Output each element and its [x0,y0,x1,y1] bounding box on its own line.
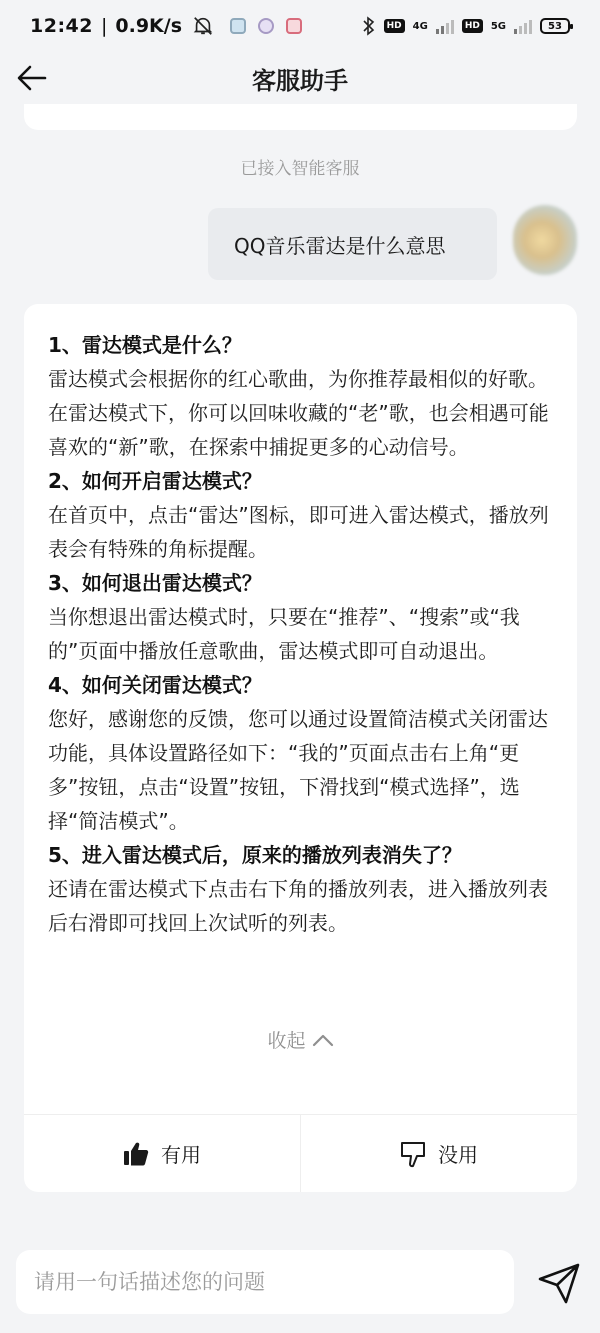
answer-body [48,328,553,940]
feedback-row [24,1114,577,1192]
answer-text: 还请在雷达模式下点击右下角的播放列表，进入播放列表后右滑即可找回上次试听的列表。 [48,877,548,935]
previous-message-card [24,104,577,130]
bluetooth-icon [362,16,376,36]
battery-icon [540,18,570,34]
sim2-signal-icon [514,18,532,34]
send-button[interactable] [536,1260,582,1306]
answer-text: 当你想退出雷达模式时，只要在“推荐”、“搜索”或“我的”页面中播放任意歌曲，雷达模式即可自动退出。 [48,605,520,663]
gallery-app-icon [230,18,246,34]
sim2-hd-badge: HD [462,19,483,33]
bot-answer-card [24,304,577,1192]
answer-question: 5、进入雷达模式后，原来的播放列表消失了？ [48,843,462,867]
user-message-bubble [208,208,497,280]
answer-question: 2、如何开启雷达模式？ [48,469,262,493]
back-button[interactable] [14,60,50,96]
user-avatar[interactable] [513,205,577,275]
thumbs-down-icon [400,1140,426,1168]
message-input[interactable] [16,1250,514,1314]
answer-text: 您好，感谢您的反馈，您可以通过设置简洁模式关闭雷达功能，具体设置路径如下：“我的”页面点击右上角“更多”按钮，点击“设置”按钮，下滑找到“模式选择”，选择“简洁模式”。 [48,707,548,833]
helpful-label: 有用 [161,1143,201,1167]
system-notice: 已接入智能客服 [240,159,360,179]
status-bar [0,0,600,52]
browser-app-icon [258,18,274,34]
not-helpful-button[interactable] [301,1115,577,1192]
sim1-hd-badge: HD [384,19,405,33]
thumbs-up-icon [123,1141,149,1167]
not-helpful-label: 没用 [438,1143,478,1167]
helpful-button[interactable] [24,1115,300,1192]
video-app-icon [286,18,302,34]
status-time: 12:42 [30,15,93,37]
battery-level: 53 [548,20,562,32]
answer-text: 在首页中，点击“雷达”图标，即可进入雷达模式，播放列表会有特殊的角标提醒。 [48,503,549,561]
sim2-network: 5G [490,20,506,32]
answer-question: 3、如何退出雷达模式？ [48,571,262,595]
send-icon [537,1261,581,1305]
collapse-button[interactable] [24,1026,577,1053]
user-message-text: QQ音乐雷达是什么意思 [234,233,446,258]
answer-question: 4、如何关闭雷达模式？ [48,673,262,697]
status-right [362,16,570,36]
arrow-left-icon [17,65,47,91]
chevron-up-icon [312,1033,334,1047]
sim1-network: 4G [412,20,428,32]
top-app-bar [0,52,600,104]
input-bar [0,1232,600,1333]
page-title: 客服助手 [252,66,348,95]
network-speed: 0.9K/s [115,15,183,37]
sim1-signal-icon [436,18,454,34]
status-separator: | [100,15,108,37]
status-left [30,15,302,37]
collapse-label: 收起 [267,1030,306,1052]
answer-question: 1、雷达模式是什么？ [48,333,242,357]
answer-text: 雷达模式会根据你的红心歌曲，为你推荐最相似的好歌。在雷达模式下，你可以回味收藏的“老”歌，也会相遇可能喜欢的“新”歌，在探索中捕捉更多的心动信号。 [48,367,549,459]
mute-icon [192,15,214,37]
